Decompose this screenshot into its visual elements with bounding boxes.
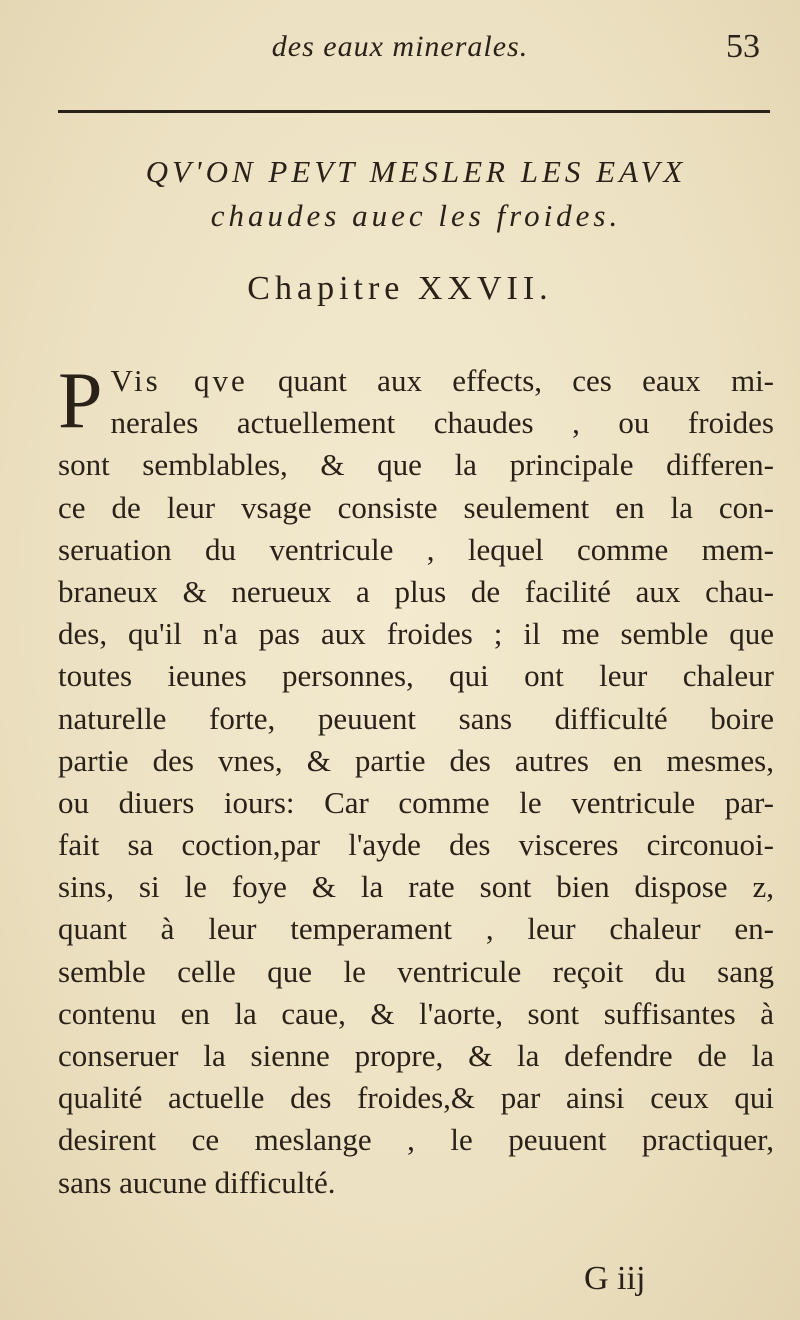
text-line: desirent ce meslange , le peuuent practiquer, <box>58 1122 774 1158</box>
signature-mark: G iij <box>584 1260 646 1297</box>
opening-words: Vis qve <box>110 363 248 398</box>
running-title: des eaux minerales. <box>271 30 529 63</box>
text-line: contenu en la caue, & l'aorte, sont suffisantes à <box>58 995 774 1031</box>
section-title-line-1: QV'ON PEVT MESLER LES EAVX <box>145 154 687 189</box>
text-line: des, qu'il n'a pas aux froides ; il me semble que <box>58 616 774 652</box>
text-line: partie des vnes, & partie des autres en mesmes, <box>58 742 774 778</box>
section-title <box>60 150 772 238</box>
text-line: quant à leur temperament , leur chaleur en- <box>58 911 774 947</box>
text-line: ce de leur vsage consiste seulement en la con- <box>58 489 774 525</box>
text-line: conseruer la sienne propre, & la defendre de la <box>58 1038 774 1073</box>
text-line: naturelle forte, peuuent sans difficulté boire <box>58 700 774 736</box>
drop-cap: P <box>58 357 103 445</box>
text-line: toutes ieunes personnes, qui ont leur chaleur <box>58 658 774 694</box>
text-line: nerales actuellement chaudes , ou froides <box>110 405 774 441</box>
section-title-line-2: chaudes auec les froides. <box>210 198 622 233</box>
text-line: fait sa coction,par l'ayde des visceres circonuoi- <box>58 827 774 863</box>
chapter-heading: Chapitre XXVII. <box>247 270 553 307</box>
body-text <box>58 357 774 1204</box>
text-line: sins, si le foye & la rate sont bien dispose z, <box>58 869 774 905</box>
text-line: braneux & nerueux a plus de facilité aux chau- <box>58 573 774 609</box>
text-line: semble celle que le ventricule reçoit du sang <box>58 953 774 989</box>
first-line-rest: quant aux effects, ces eaux mi- <box>278 363 774 398</box>
text-line-1 <box>58 360 774 402</box>
page-number: 53 <box>726 28 760 65</box>
text-line: sont semblables, & que la principale differen- <box>58 447 774 483</box>
text-line-last: sans aucune difficulté. <box>58 1164 336 1200</box>
header-rule <box>58 110 770 113</box>
text-line: seruation du ventricule , lequel comme mem- <box>58 531 774 567</box>
text-line: ou diuers iours: Car comme le ventricule par- <box>58 784 774 820</box>
text-line: qualité actuelle des froides,& par ainsi ceux qui <box>58 1080 774 1116</box>
